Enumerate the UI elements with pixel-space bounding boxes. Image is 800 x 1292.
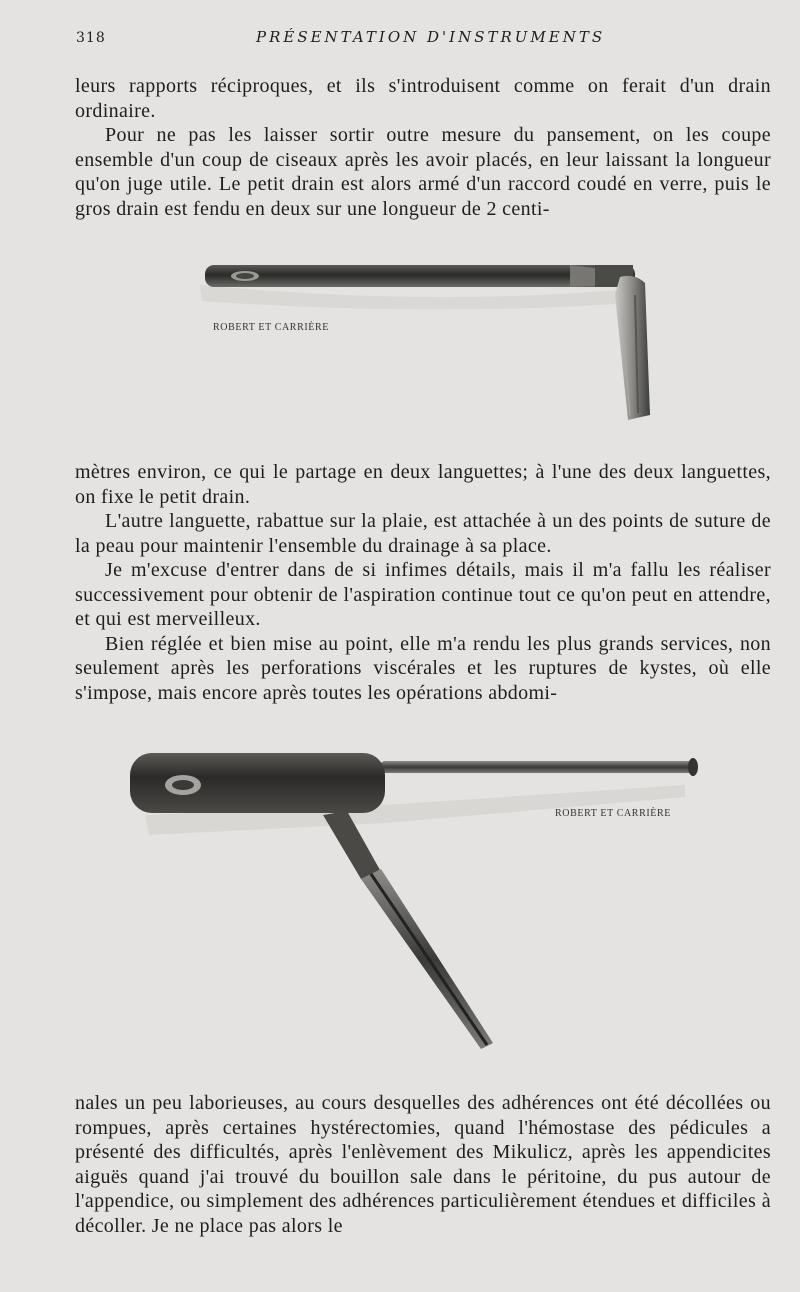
paragraph: Pour ne pas les laisser sortir outre mesure du pansement, on les coupe ensemble d'un coup de ciseaux après les avoir placés, en leur laissant la longueur qu'on juge utile. Le petit drain est alors armé d'un raccord coudé en verre, puis le gros drain est fendu en deux sur une longueur de 2 centi- <box>75 124 771 220</box>
paragraph: L'autre languette, rabattue sur la plaie, est attachée à un des points de suture de la peau pour maintenir l'ensemble du drainage à sa place. <box>75 510 771 557</box>
running-title: PRÉSENTATION D'INSTRUMENTS <box>256 28 606 46</box>
page-number: 318 <box>76 30 106 46</box>
page-header <box>76 28 766 52</box>
text-block-top <box>75 74 771 221</box>
text-block-middle <box>75 460 771 705</box>
figure-handle-instrument-illustration <box>125 745 710 1060</box>
paragraph: Bien réglée et bien mise au point, elle m'a rendu les plus grands services, non seulement après les perforations viscérales et les ruptures de kystes, où elle s'impose, mais encore après toutes les opérations abdomi- <box>75 632 771 704</box>
figure-caption: ROBERT ET CARRIÈRE <box>213 322 329 333</box>
paragraph: Je m'excuse d'entrer dans de si infimes détails, mais il m'a fallu les réaliser successivement pour obtenir de l'aspiration continue tout ce qu'on peut en attendre, et qui est merveilleux. <box>75 559 771 630</box>
paragraph: leurs rapports réciproques, et ils s'introduisent comme on ferait d'un drain ordinaire. <box>75 75 771 122</box>
figure-bent-drain-illustration <box>190 255 670 430</box>
figure-caption: ROBERT ET CARRIÈRE <box>555 808 671 819</box>
paragraph: mètres environ, ce qui le partage en deux languettes; à l'une des deux languettes, on fixe le petit drain. <box>75 461 771 508</box>
text-block-bottom <box>75 1091 771 1238</box>
paragraph: nales un peu laborieuses, au cours desquelles des adhérences ont été décollées ou rompues, après certaines hystérectomies, quand l'hémostase des pédicules a présenté des difficultés, après l'enlèvement des Mikulicz, après les appendicites aiguës quand j'ai trouvé du bouillon sale dans le péritoine, du pus autour de l'appendice, ou simplement des adhérences particulièrement étendues et difficiles à décoller. Je ne place pas alors le <box>75 1092 771 1237</box>
